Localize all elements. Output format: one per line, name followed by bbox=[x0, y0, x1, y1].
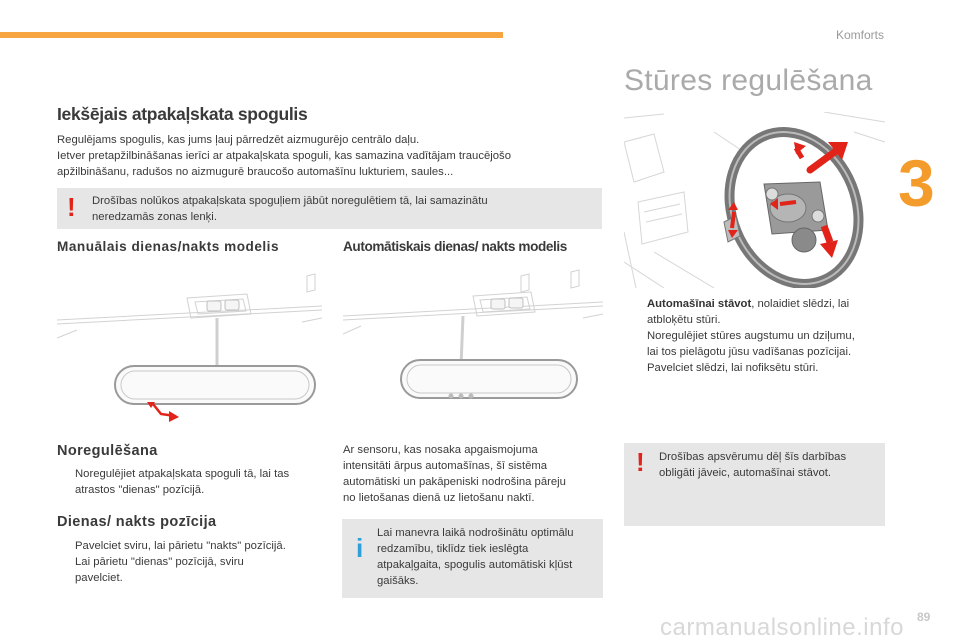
day-night-list bbox=[57, 538, 327, 586]
intro-line: Regulējams spogulis, kas jums ļauj pārredzēt aizmugurējo centrālo daļu. bbox=[57, 134, 420, 146]
list-item-line: Pavelciet slēdzi, lai nofiksētu stūri. bbox=[647, 362, 819, 374]
info-line: atpakaļgaita, spogulis automātiski kļūst bbox=[377, 559, 573, 571]
list-item bbox=[629, 360, 889, 376]
list-item-line: Lai pārietu "dienas" pozīcijā, sviru bbox=[75, 556, 244, 568]
chapter-number: 3 bbox=[898, 146, 935, 220]
intro-line: Ietver pretapžilbināšanas ierīci ar atpakaļskata spoguli, kas samazina vadītājam traucējošo bbox=[57, 150, 511, 162]
list-item bbox=[57, 466, 327, 498]
warning-line: obligāti jāveic, automašīnai stāvot. bbox=[659, 467, 832, 479]
steering-warning-text bbox=[659, 449, 881, 481]
mirror-warning-box bbox=[57, 188, 602, 229]
page-number: 89 bbox=[917, 610, 931, 624]
list-item-line: , nolaidiet slēdzi, lai bbox=[751, 298, 850, 310]
auto-mirror-illustration bbox=[343, 268, 603, 408]
steering-steps-list bbox=[629, 296, 889, 376]
warning-icon: ! bbox=[636, 447, 645, 477]
warning-icon: ! bbox=[67, 192, 76, 222]
info-icon: i bbox=[356, 533, 364, 563]
paragraph-line: intensitāti ārpus automašīnas, šī sistēma bbox=[343, 460, 548, 472]
intro-line: apžilbināšanu, radušos no aizmugurē braucošo automašīnu lukturiem, saules... bbox=[57, 166, 454, 178]
mirror-warning-text bbox=[92, 193, 592, 225]
watermark: carmanualsonline.info bbox=[660, 614, 904, 640]
paragraph-line: Ar sensoru, kas nosaka apgaismojuma bbox=[343, 444, 538, 456]
manual-mode-title: Manuālais dienas/nakts modelis bbox=[57, 239, 279, 254]
info-line: Lai manevra laikā nodrošinātu optimālu bbox=[377, 527, 574, 539]
auto-mode-title: Automātiskais dienas/ nakts modelis bbox=[343, 239, 567, 254]
section-label: Komforts bbox=[835, 28, 884, 42]
paragraph-line: no lietošanas dienā uz lietošanu naktī. bbox=[343, 492, 535, 504]
list-item-line: atbloķētu stūri. bbox=[647, 314, 721, 326]
reverse-info-box bbox=[342, 519, 603, 598]
list-item bbox=[629, 328, 889, 360]
steering-warning-box bbox=[624, 443, 885, 526]
manual-mirror-illustration bbox=[57, 268, 322, 428]
steering-section-title: Stūres regulēšana bbox=[624, 64, 873, 97]
warning-line: Drošības nolūkos atpakaļskata spoguļiem jābūt noregulētiem tā, lai samazinātu bbox=[92, 195, 488, 207]
adjustment-title: Noregulēšana bbox=[57, 443, 158, 459]
list-item-line: pavelciet. bbox=[75, 572, 123, 584]
list-item-line: Noregulējiet stūres augstumu un dziļumu, bbox=[647, 330, 855, 342]
paragraph-line: automātiski un pakāpeniski nodrošina pāreju bbox=[343, 476, 566, 488]
list-item bbox=[57, 538, 327, 554]
list-item-line: atrastos "dienas" pozīcijā. bbox=[75, 484, 205, 496]
steering-wheel-illustration bbox=[624, 112, 885, 288]
mirror-section-title: Iekšējais atpakaļskata spogulis bbox=[57, 104, 308, 124]
warning-line: Drošības apsvērumu dēļ šīs darbības bbox=[659, 451, 847, 463]
adjustment-list bbox=[57, 466, 327, 498]
list-item bbox=[629, 296, 889, 328]
reverse-info-text bbox=[377, 525, 599, 589]
info-line: redzamību, tiklīdz tiek ieslēgta bbox=[377, 543, 529, 555]
auto-mode-paragraph bbox=[343, 442, 603, 506]
list-item-line: Pavelciet sviru, lai pārietu "nakts" pozīcijā. bbox=[75, 540, 286, 552]
info-line: gaišāks. bbox=[377, 575, 419, 587]
header-accent-bar bbox=[0, 32, 503, 38]
emphasis-text: Automašīnai stāvot bbox=[647, 298, 752, 310]
mirror-intro bbox=[57, 132, 602, 180]
day-night-title: Dienas/ nakts pozīcija bbox=[57, 514, 217, 530]
list-item-line: Noregulējiet atpakaļskata spoguli tā, lai tas bbox=[75, 468, 290, 480]
warning-line: neredzamās zonas lenķi. bbox=[92, 211, 217, 223]
list-item bbox=[57, 554, 327, 586]
list-item-line: lai tos pielāgotu jūsu vadīšanas pozīcijai. bbox=[647, 346, 852, 358]
